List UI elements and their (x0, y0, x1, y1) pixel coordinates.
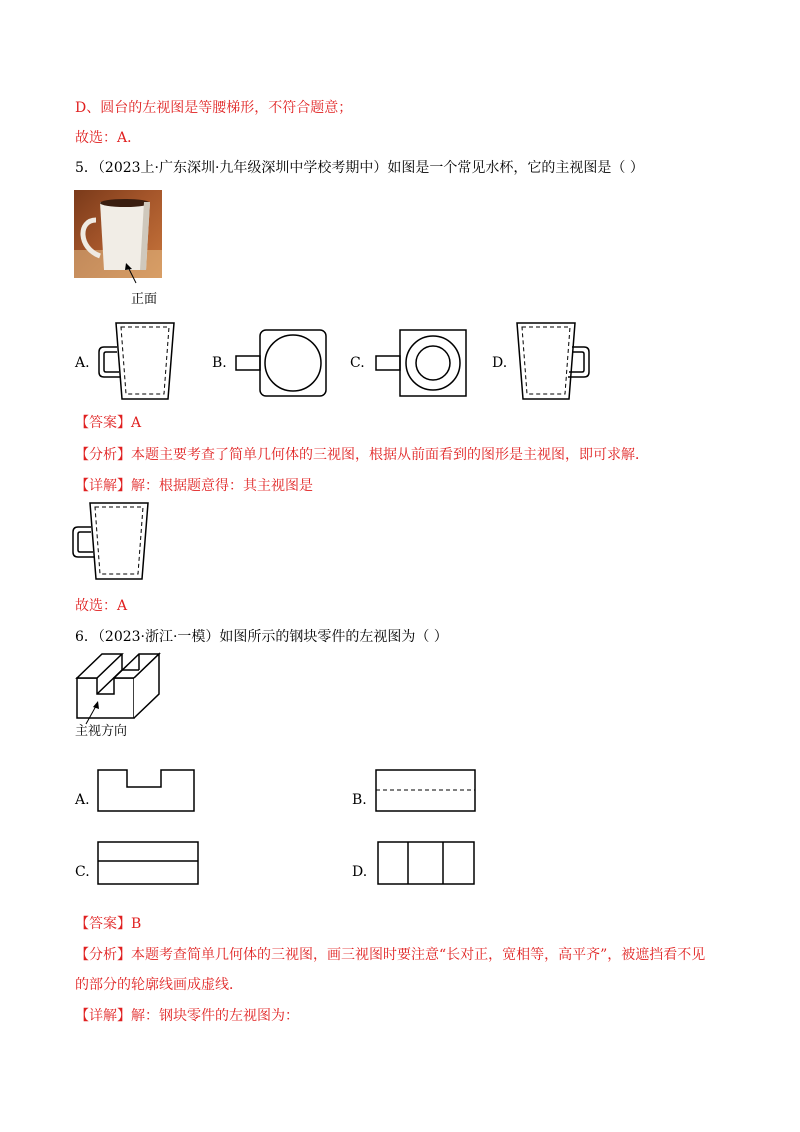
q6-answer: 【答案】B (75, 916, 142, 932)
q5-option-b-label: B. (212, 355, 227, 371)
q6-option-a-label: A. (75, 792, 90, 808)
q5-option-d-label: D. (492, 355, 508, 371)
option-d-explanation: D、圆台的左视图是等腰梯形，不符合题意； (75, 100, 353, 116)
q6-analysis-line-2: 的部分的轮廓线画成虚线． (75, 977, 243, 993)
view-direction-caption: 主视方向 (75, 724, 128, 739)
question-6-stem: 6．（2023·浙江·一模）如图所示的钢块零件的左视图为（ ） (75, 629, 448, 645)
q6-option-c-label: C. (75, 864, 90, 880)
q6-option-d-figure (376, 840, 476, 886)
q5-answer: 【答案】A (75, 415, 142, 431)
q6-option-c-figure (96, 840, 200, 886)
q6-option-d-label: D. (352, 864, 368, 880)
choose-text: 故选：A． (75, 130, 142, 146)
q5-option-d-figure (514, 320, 604, 402)
q6-option-b-figure (375, 768, 477, 813)
photo-caption: 正面 (131, 292, 158, 307)
steel-block-figure (76, 650, 186, 730)
q5-option-b-figure (232, 330, 332, 400)
q6-analysis-line-1: 【分析】本题考查简单几何体的三视图，画三视图时要注意“长对正，宽相等，高平齐”，被遮挡看不见 (75, 947, 706, 963)
q6-detail: 【详解】解：钢块零件的左视图为： (75, 1008, 299, 1024)
q5-option-c-label: C. (350, 355, 365, 371)
photo-arrow (122, 263, 152, 283)
q6-option-a-figure (96, 768, 196, 813)
q5-option-a-figure (96, 320, 186, 402)
question-5-stem: 5．（2023上·广东深圳·九年级深圳中学校考期中）如图是一个常见水杯，它的主视图是（ ） (75, 160, 644, 176)
q5-option-c-figure (372, 330, 472, 400)
q5-option-a-label: A. (75, 355, 90, 371)
q5-solution-figure (70, 500, 160, 582)
q5-analysis: 【分析】本题主要考查了简单几何体的三视图，根据从前面看到的图形是主视图，即可求解． (75, 447, 649, 463)
q5-detail: 【详解】解：根据题意得：其主视图是 (75, 478, 313, 494)
q5-choose: 故选：A (75, 598, 128, 614)
q6-option-b-label: B. (352, 792, 367, 808)
